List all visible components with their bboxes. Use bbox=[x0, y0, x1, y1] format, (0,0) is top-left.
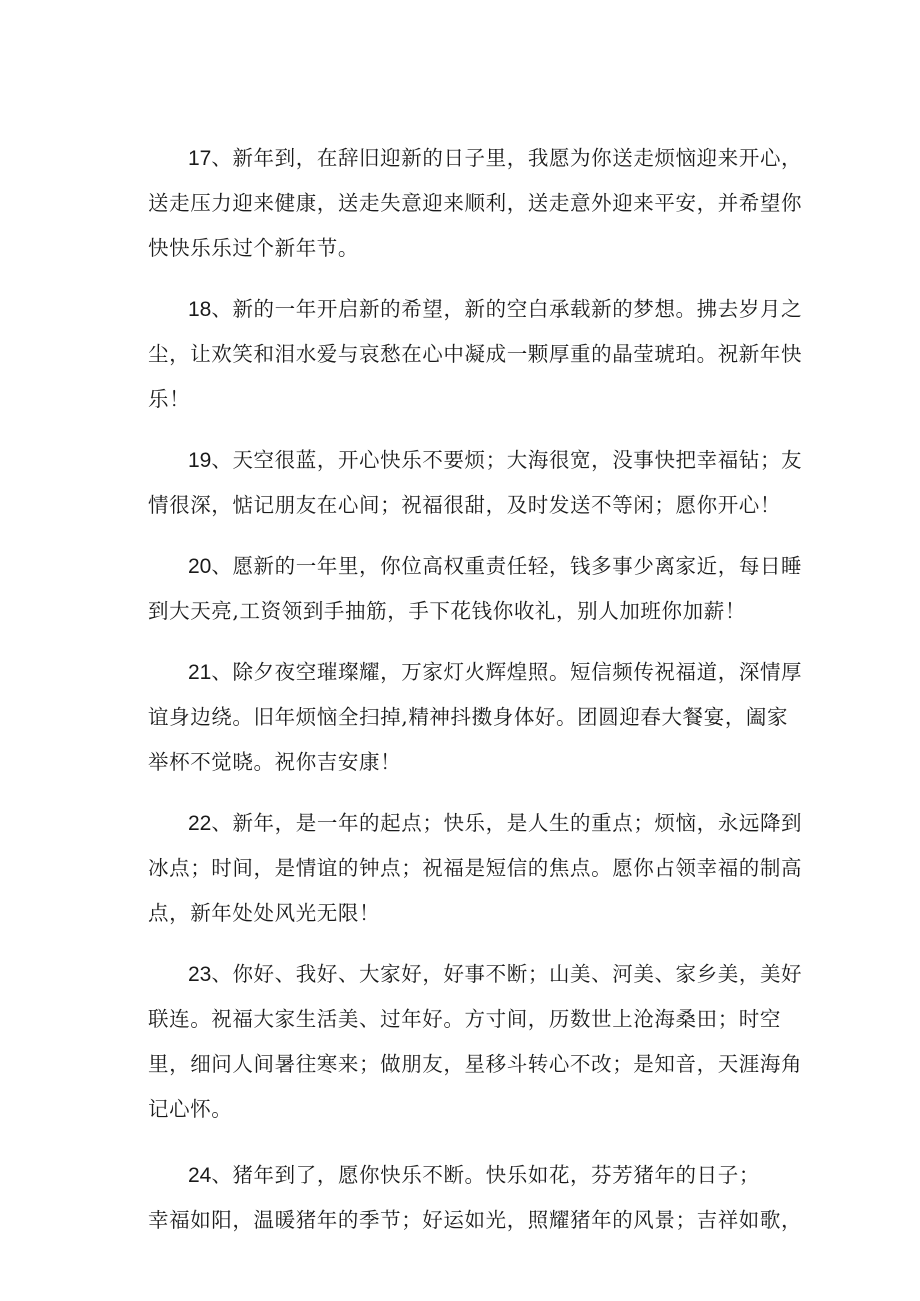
entry-line: 点，新年处处风光无限！ bbox=[148, 901, 381, 925]
entry-20 bbox=[148, 544, 803, 634]
entry-24 bbox=[148, 1153, 803, 1243]
entry-text: 、除夕夜空璀璨耀，万家灯火辉煌照。短信频传祝福道，深情厚 bbox=[211, 660, 803, 684]
entry-line: 送走压力迎来健康，送走失意迎来顺利，送走意外迎来平安，并希望你 bbox=[148, 191, 803, 215]
entry-number: 23 bbox=[188, 963, 212, 986]
entry-line: 快快乐乐过个新年节。 bbox=[148, 236, 359, 260]
entry-line: 联连。祝福大家生活美、过年好。方寸间，历数世上沧海桑田；时空 bbox=[148, 1007, 781, 1031]
paragraph-gap bbox=[148, 422, 788, 438]
entry-line: 里，细问人间暑往寒来；做朋友，星移斗转心不改；是知音，天涯海角 bbox=[148, 1052, 803, 1076]
entry-18 bbox=[148, 287, 803, 422]
entry-number: 17 bbox=[188, 147, 212, 170]
entry-line bbox=[148, 952, 803, 997]
entry-17 bbox=[148, 136, 803, 271]
paragraph-gap bbox=[148, 785, 788, 801]
entry-line: 冰点；时间，是情谊的钟点；祝福是短信的焦点。愿你占领幸福的制高 bbox=[148, 856, 803, 880]
entry-text: 、愿新的一年里，你位高权重责任轻，钱多事少离家近，每日睡 bbox=[211, 554, 803, 578]
entry-21 bbox=[148, 650, 803, 785]
entry-line: 尘，让欢笑和泪水爱与哀愁在心中凝成一颗厚重的晶莹琥珀。祝新年快 bbox=[148, 342, 803, 366]
entry-23 bbox=[148, 952, 803, 1132]
entry-line: 乐！ bbox=[148, 387, 191, 411]
entry-text: 、新年到，在辞旧迎新的日子里，我愿为你送走烦恼迎来开心， bbox=[211, 146, 803, 170]
entry-line: 记心怀。 bbox=[148, 1097, 233, 1121]
entry-19 bbox=[148, 438, 803, 528]
entry-line: 到大天亮,工资领到手抽筋，手下花钱你收礼，别人加班你加薪！ bbox=[148, 599, 746, 623]
entry-number: 20 bbox=[188, 555, 212, 578]
entry-line: 谊身边绕。旧年烦恼全扫掉,精神抖擞身体好。团圆迎春大餐宴，阖家 bbox=[148, 705, 789, 729]
entry-text: 、新的一年开启新的希望，新的空白承载新的梦想。拂去岁月之 bbox=[211, 297, 803, 321]
entry-line: 情很深，惦记朋友在心间；祝福很甜，及时发送不等闲；愿你开心！ bbox=[148, 493, 781, 517]
entry-number: 24 bbox=[188, 1164, 212, 1187]
entry-text: 、猪年到了，愿你快乐不断。快乐如花，芬芳猪年的日子； bbox=[211, 1163, 760, 1187]
entry-line: 举杯不觉晓。祝你吉安康！ bbox=[148, 750, 402, 774]
entry-line bbox=[148, 801, 803, 846]
paragraph-gap bbox=[148, 634, 788, 650]
entry-line bbox=[148, 544, 803, 589]
paragraph-gap bbox=[148, 271, 788, 287]
entry-22 bbox=[148, 801, 803, 936]
paragraph-gap bbox=[148, 1132, 788, 1153]
entry-text: 、新年，是一年的起点；快乐，是人生的重点；烦恼，永远降到 bbox=[211, 811, 803, 835]
entry-number: 19 bbox=[188, 449, 212, 472]
entry-text: 、天空很蓝，开心快乐不要烦；大海很宽，没事快把幸福钻；友 bbox=[211, 448, 803, 472]
paragraph-gap bbox=[148, 528, 788, 544]
entry-line bbox=[148, 650, 803, 695]
entry-line bbox=[148, 1153, 788, 1198]
entry-line bbox=[148, 136, 803, 181]
entry-number: 18 bbox=[188, 298, 212, 321]
paragraph-gap bbox=[148, 936, 788, 952]
entry-line bbox=[148, 287, 803, 332]
entry-text: 、你好、我好、大家好，好事不断；山美、河美、家乡美，美好 bbox=[211, 962, 803, 986]
entry-line: 幸福如阳，温暖猪年的季节；好运如光，照耀猪年的风景；吉祥如歌， bbox=[148, 1208, 803, 1232]
entry-number: 22 bbox=[188, 812, 212, 835]
entry-number: 21 bbox=[188, 661, 212, 684]
document-page bbox=[148, 136, 803, 1243]
entry-line bbox=[148, 438, 803, 483]
